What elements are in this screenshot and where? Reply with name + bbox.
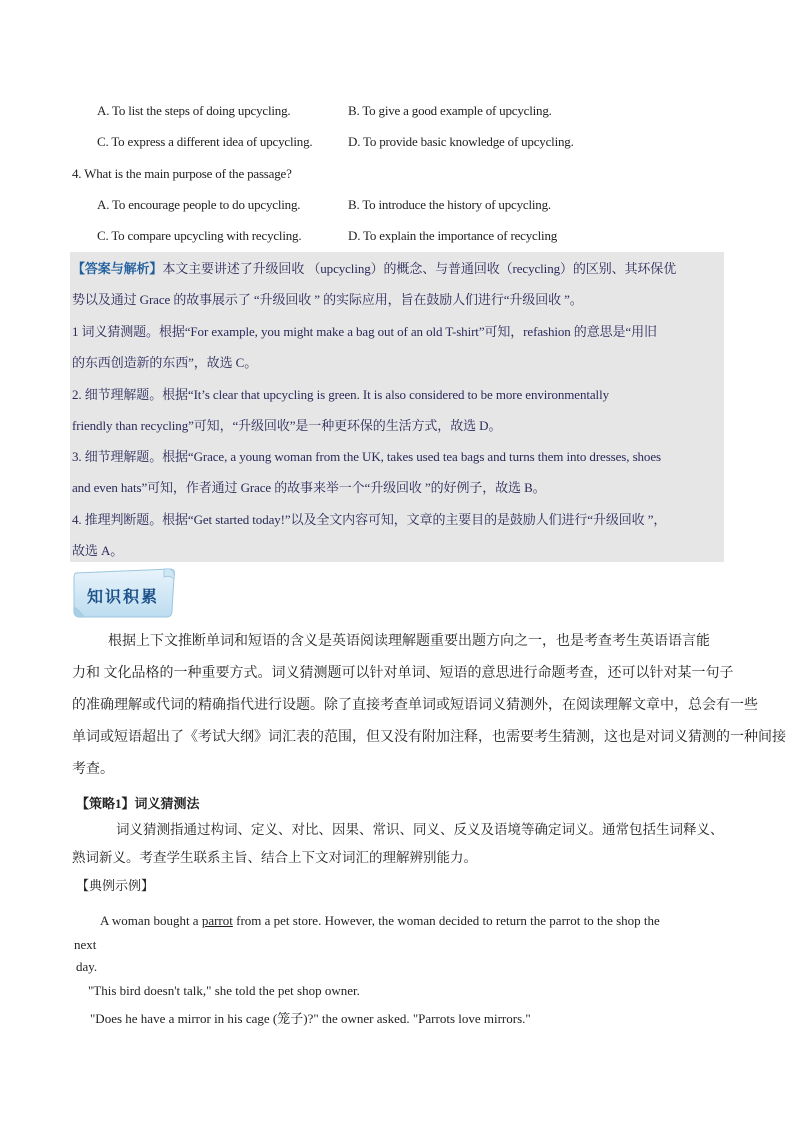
answer-heading: 【答案与解析】 [72, 261, 163, 276]
intro-line-3: 的准确理解或代词的精确指代进行设题。除了直接考查单词或短语词义猜测外，在阅读理解文章中，总会有一些 [72, 698, 758, 713]
answer-line-6: friendly than recycling”可知，“升级回收”是一种更环保的生活方式，故选 D。 [72, 418, 502, 433]
answer-line-7: 3. 细节理解题。根据“Grace, a young woman from the UK, takes used tea bags and turns them into dresses, shoes [72, 449, 661, 464]
strategy-heading: 【策略1】词义猜测法 [76, 796, 200, 811]
q4-option-a: A. To encourage people to do upcycling. [97, 197, 301, 212]
q3-option-c: C. To express a different idea of upcycling. [97, 134, 313, 149]
example-line-4: "This bird doesn't talk," she told the pet shop owner. [88, 983, 360, 998]
q4-option-c: C. To compare upcycling with recycling. [97, 228, 302, 243]
example-heading: 【典例示例】 [76, 878, 155, 893]
answer-line-1-text: 本文主要讲述了升级回收 （upcycling）的概念、与普通回收（recycling）的区别、其环保优 [162, 261, 677, 276]
strategy-line-1: 词义猜测指通过构词、定义、对比、因果、常识、同义、反义及语境等确定词义。通常包括生词释义、 [116, 822, 724, 837]
q3-option-a: A. To list the steps of doing upcycling. [97, 103, 291, 118]
example-line-2: next [74, 937, 97, 952]
intro-line-2: 力和 文化品格的一种重要方式。词义猜测题可以针对单词、短语的意思进行命题考查，还可以针对某一句子 [72, 666, 734, 681]
q3-option-d: D. To provide basic knowledge of upcycling. [348, 134, 574, 149]
answer-line-10: 故选 A。 [72, 543, 124, 558]
q4-option-d: D. To explain the importance of recycling [348, 228, 558, 243]
example-line-3: day. [76, 959, 98, 974]
answer-line-8: and even hats”可知，作者通过 Grace 的故事来举一个“升级回收 ”的好例子，故选 B。 [72, 480, 546, 495]
strategy-line-2: 熟词新义。考查学生联系主旨、结合上下文对词汇的理解辨别能力。 [72, 850, 477, 865]
q4-option-b: B. To introduce the history of upcycling. [348, 197, 551, 212]
q3-option-b: B. To give a good example of upcycling. [348, 103, 552, 118]
intro-line-4: 单词或短语超出了《考试大纲》词汇表的范围，但又没有附加注释，也需要考生猜测，这也是对词义猜测的一种间接 [72, 730, 786, 745]
answer-line-2: 势以及通过 Grace 的故事展示了 “升级回收 ” 的实际应用，旨在鼓励人们进行“升级回收 ”。 [72, 292, 583, 307]
example-word-parrot: parrot [201, 913, 233, 928]
answer-line-1 [72, 258, 676, 277]
q4-question: 4. What is the main purpose of the passage? [72, 166, 292, 181]
answer-line-9: 4. 推理判断题。根据“Get started today!”以及全文内容可知，文章的主要目的是鼓励人们进行“升级回收 ”， [72, 512, 667, 527]
example-line-1 [100, 913, 660, 929]
answer-line-4: 的东西创造新的东西”，故选 C。 [72, 355, 258, 370]
answer-line-3: 1 词义猜测题。根据“For example, you might make a bag out of an old T-shirt”可知，refashion 的意思是“用旧 [72, 324, 657, 339]
example-line-1-pre: A woman bought a [100, 913, 202, 928]
example-line-1-post: from a pet store. However, the woman decided to return the parrot to the shop the [232, 913, 660, 928]
answer-line-5: 2. 细节理解题。根据“It’s clear that upcycling is green. It is also considered to be more environmentally [72, 387, 609, 402]
example-line-5: "Does he have a mirror in his cage (笼子)?" the owner asked. "Parrots love mirrors." [90, 1011, 531, 1026]
knowledge-banner [72, 567, 176, 619]
intro-line-1: 根据上下文推断单词和短语的含义是英语阅读理解题重要出题方向之一，也是考查考生英语语言能 [108, 634, 710, 649]
knowledge-banner-label: 知识积累 [87, 587, 160, 606]
intro-line-5: 考查。 [72, 762, 114, 777]
